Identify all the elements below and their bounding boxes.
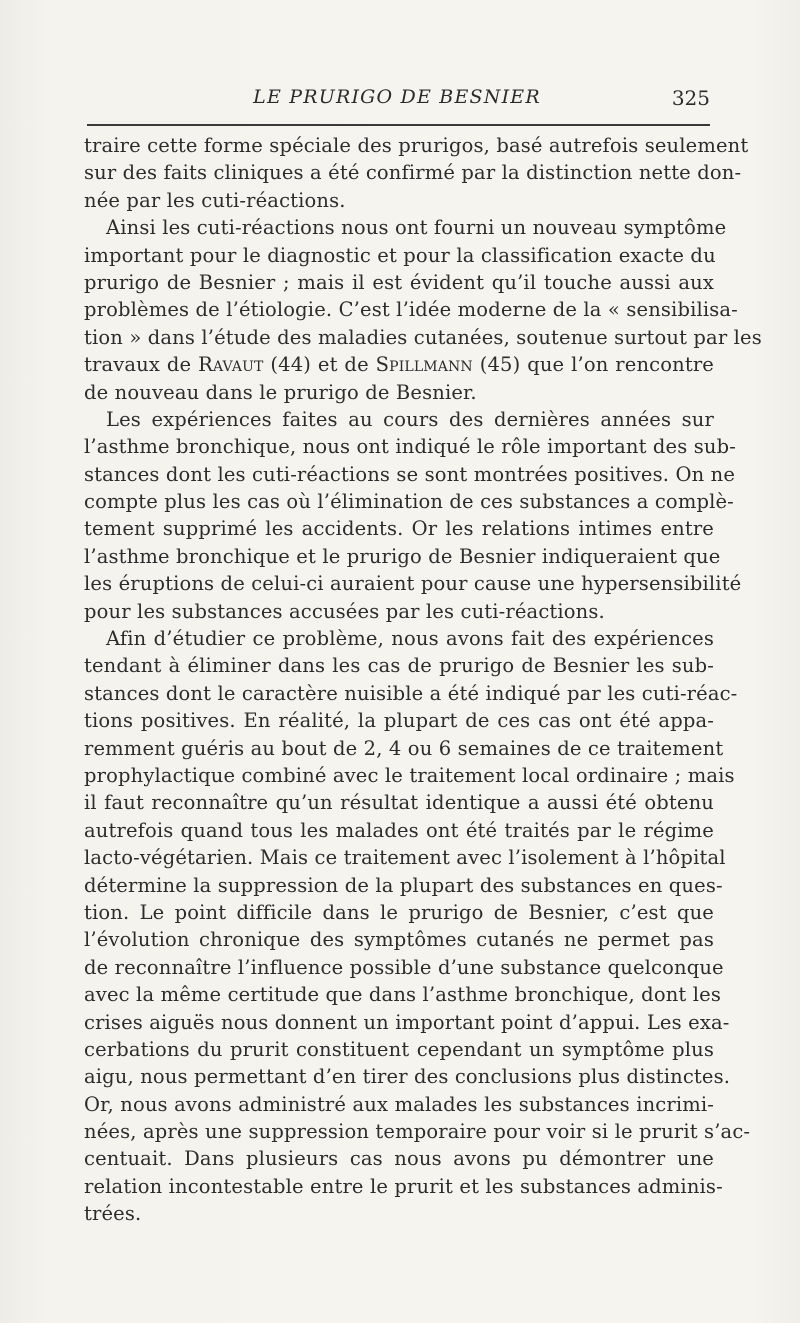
text-line: tendant à éliminer dans les cas de prurigo de Besnier les sub- bbox=[84, 654, 714, 678]
text-line: relation incontestable entre le prurit et les substances adminis- bbox=[84, 1174, 723, 1198]
author-name: Ravaut bbox=[198, 353, 264, 377]
text-line: il faut reconnaître qu’un résultat identique a aussi été obtenu bbox=[84, 791, 714, 815]
text-line: de nouveau dans le prurigo de Besnier. bbox=[84, 380, 477, 404]
text-line: trées. bbox=[84, 1202, 142, 1226]
text-line: travaux de Ravaut (44) et de Spillmann (45) que l’on rencontre bbox=[84, 353, 714, 377]
author-name: Spillmann bbox=[375, 353, 473, 377]
text-line: les éruptions de celui-ci auraient pour cause une hypersensibilité bbox=[84, 572, 742, 596]
text-line: l’asthme bronchique, nous ont indiqué le rôle important des sub- bbox=[84, 435, 736, 459]
text-line: tion. Le point difficile dans le prurigo de Besnier, c’est que bbox=[84, 900, 714, 924]
text-line: détermine la suppression de la plupart des substances en ques- bbox=[84, 873, 723, 897]
text-line: pour les substances accusées par les cuti-réactions. bbox=[84, 599, 605, 623]
running-title: LE PRURIGO DE BESNIER bbox=[253, 86, 541, 108]
text-line: née par les cuti-réactions. bbox=[84, 188, 346, 212]
text-line: lacto-végétarien. Mais ce traitement avec l’isolement à l’hôpital bbox=[84, 846, 726, 870]
text-line: remment guéris au bout de 2, 4 ou 6 semaines de ce traitement bbox=[84, 736, 724, 760]
text-line: l’évolution chronique des symptômes cutanés ne permet pas bbox=[84, 928, 714, 952]
text-line: prophylactique combiné avec le traitement local ordinaire ; mais bbox=[84, 763, 735, 787]
text-line: crises aiguës nous donnent un important point d’appui. Les exa- bbox=[84, 1010, 730, 1034]
text-line: compte plus les cas où l’élimination de ces substances a complè- bbox=[84, 490, 734, 514]
text-line: Les expériences faites au cours des dernières années sur bbox=[106, 407, 714, 431]
text-line: Ainsi les cuti-réactions nous ont fourni un nouveau symptôme bbox=[106, 216, 727, 240]
text-line: aigu, nous permettant d’en tirer des conclusions plus distinctes. bbox=[84, 1065, 731, 1089]
text-line: autrefois quand tous les malades ont été traités par le régime bbox=[84, 818, 714, 842]
text-line: stances dont les cuti-réactions se sont montrées positives. On ne bbox=[84, 462, 736, 486]
text-line: problèmes de l’étiologie. C’est l’idée moderne de la « sensibilisa- bbox=[84, 298, 738, 322]
page-number: 325 bbox=[671, 86, 710, 110]
text-line: tions positives. En réalité, la plupart de ces cas ont été appa- bbox=[84, 709, 714, 733]
text-line: avec la même certitude que dans l’asthme bronchique, dont les bbox=[84, 983, 721, 1007]
text-line: cerbations du prurit constituent cependant un symptôme plus bbox=[84, 1037, 714, 1061]
text-line: sur des faits cliniques a été confirmé par la distinction nette don- bbox=[84, 161, 742, 185]
page-header bbox=[84, 86, 710, 116]
text-line: Or, nous avons administré aux malades les substances incrimi- bbox=[84, 1092, 714, 1116]
text-line: stances dont le caractère nuisible a été indiqué par les cuti-réac- bbox=[84, 681, 738, 705]
text-line: de reconnaître l’influence possible d’une substance quelconque bbox=[84, 955, 724, 979]
text-line: nées, après une suppression temporaire pour voir si le prurit s’ac- bbox=[84, 1120, 751, 1144]
text-line: prurigo de Besnier ; mais il est évident qu’il touche aussi aux bbox=[84, 270, 714, 294]
text-line: tion » dans l’étude des maladies cutanées, soutenue surtout par les bbox=[84, 325, 762, 349]
text-line: tement supprimé les accidents. Or les relations intimes entre bbox=[84, 517, 714, 541]
text-line: important pour le diagnostic et pour la classification exacte du bbox=[84, 243, 716, 267]
text-line: centuait. Dans plusieurs cas nous avons pu démontrer une bbox=[84, 1147, 714, 1171]
header-rule bbox=[87, 124, 710, 126]
text-line: traire cette forme spéciale des prurigos, basé autrefois seulement bbox=[84, 134, 749, 157]
body-text bbox=[84, 132, 762, 1228]
text-line: l’asthme bronchique et le prurigo de Besnier indiqueraient que bbox=[84, 544, 721, 568]
text-line: Afin d’étudier ce problème, nous avons fait des expériences bbox=[106, 627, 714, 651]
